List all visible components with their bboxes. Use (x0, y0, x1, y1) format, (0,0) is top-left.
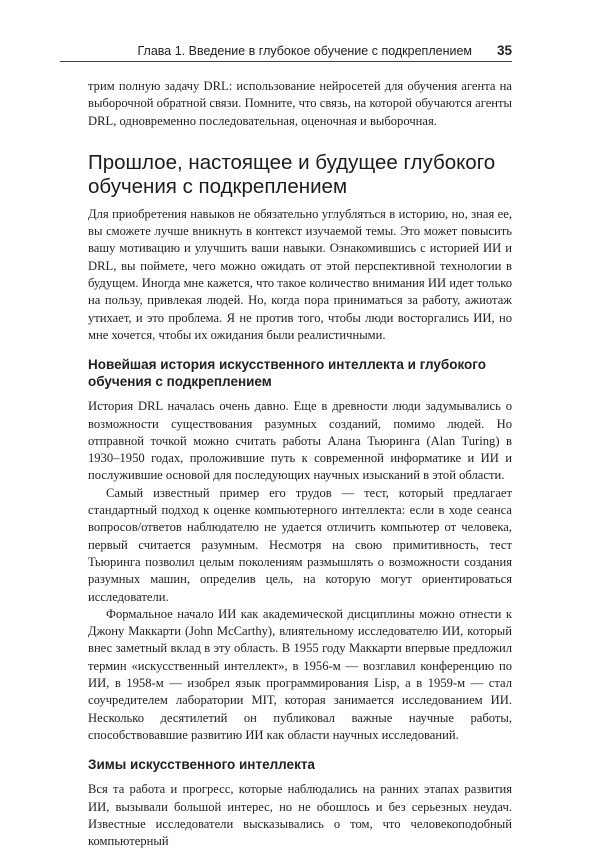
page-content (88, 78, 512, 850)
section-paragraph: Для приобретения навыков не обязательно углубляться в историю, но, зная ее, вы сможете лучше вникнуть в контекст изучаемой темы. Это может повысить вашу мотивацию и улучшить ваши навыки. Ознакомившись с историей ИИ и DRL, вы поймете, чего можно ожидать от этой перспективной технологии в будущем. Иногда мне кажется, что такое количество внимания ИИ идет только на пользу, привлекая людей. Но, когда пора приниматься за работу, ажиотаж утихает, и это проблема. Я не против того, чтобы люди восторгались ИИ, но мне хочется, чтобы их ожидания были реалистичными. (88, 206, 512, 342)
section-heading: Прошлое, настоящее и будущее глубокого обучения с подкреплением (88, 150, 496, 198)
history-paragraph-1: История DRL началась очень давно. Еще в древности люди задумывались о возможности существования разумных созданий, помимо людей. Но отправной точкой можно считать работы Алана Тьюринга (Alan Turing) в 1930–1950 годах, проложившие путь к современной информатике и ИИ и послужившие основой для последующих научных изысканий в этой области. (88, 399, 512, 483)
chapter-title: Глава 1. Введение в глубокое обучение с подкреплением (137, 44, 472, 58)
page-number: 35 (496, 43, 512, 58)
history-paragraph-3: Формальное начало ИИ как академической дисциплины можно отнести к Джону Маккарти (John McCarthy), влиятельному исследователю ИИ, который внес заметный вклад в эту область. В 1955 году Маккарти впервые предложил термин «искусственный интеллект», в 1956-м — возглавил конференцию по ИИ, в 1958-м — изобрел язык программирования Lisp, а в 1959-м — стал соучредителем лаборатории MIT, которая занимается исследованием ИИ. Несколько десятилетий он публиковал важные научные работы, способствовавшие развитию ИИ как области научных исследований. (88, 606, 512, 742)
subsection-heading-history: Новейшая история искусственного интеллекта и глубокого обучения с подкреплением (88, 357, 486, 390)
running-header (60, 43, 512, 62)
subsection-heading-winters: Зимы искусственного интеллекта (88, 757, 315, 773)
intro-paragraph: трим полную задачу DRL: использование нейросетей для обучения агента на выборочной обратной связи. Помните, что связь, на которой обучаются агенты DRL, одновременно последовательная, оценочная и выборочная. (88, 79, 512, 128)
winters-paragraph: Вся та работа и прогресс, которые наблюдались на ранних этапах развития ИИ, вызывали большой интерес, но не обошлось и без серьезных неудач. Известные исследователи высказывались о том, что человекоподобный компьютерный (88, 782, 512, 849)
history-paragraph-2: Самый известный пример его трудов — тест, который предлагает стандартный подход к оценке компьютерного интеллекта: если в ходе сеанса вопросов/ответов наблюдателю не удается отличить компьютер от человека, первый считается разумным. Несмотря на свою примитивность, тест Тьюринга позволил целым поколениям размышлять о возможности создания разумных машин, определив цель, на которую могут ориентироваться исследователи. (88, 485, 512, 604)
